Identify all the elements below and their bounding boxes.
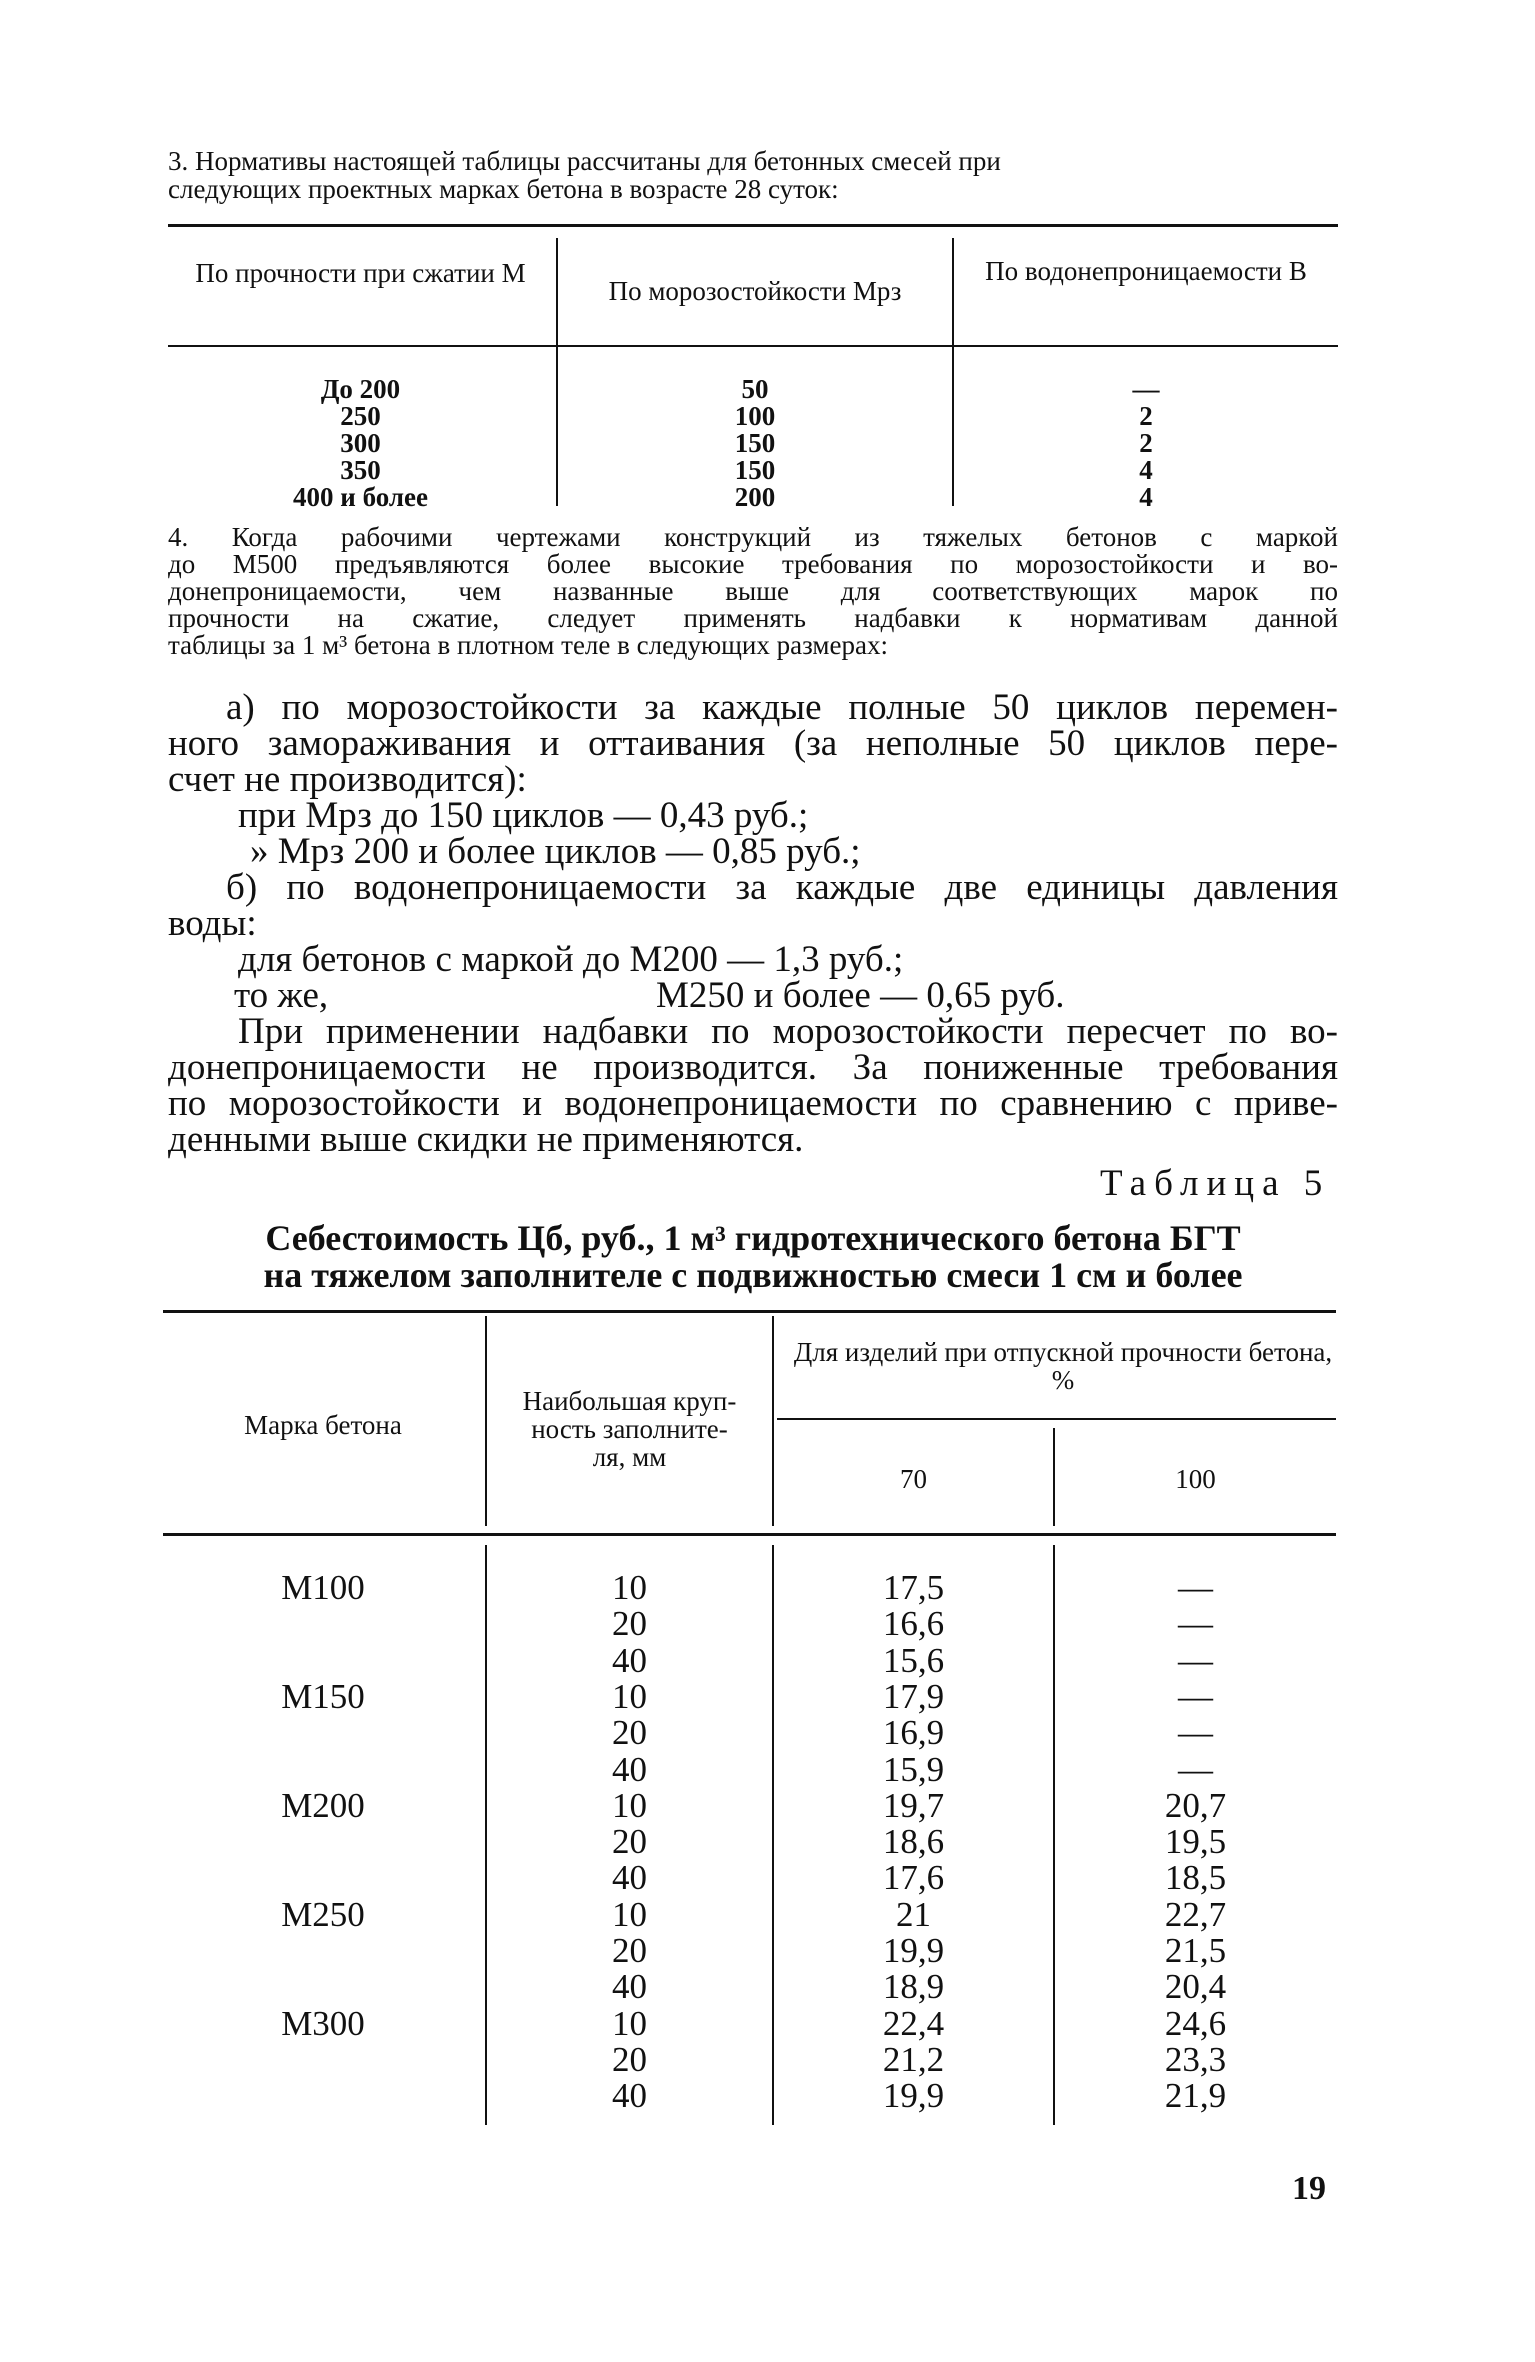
body-p-line3: по морозостойкости и водонепроницаемости по сравнению с приве- [168, 1083, 1338, 1124]
header-frost: По морозостойкости Мрз [608, 276, 902, 306]
table5-vline-2-head [772, 1316, 774, 1526]
aggregate-cell: 20 [612, 2039, 647, 2079]
aggregate-cell: 40 [612, 1749, 647, 1789]
grade-cell: М300 [281, 2003, 365, 2043]
aggregate-cell: 20 [612, 1822, 647, 1862]
cost100-cell: 22,7 [1164, 1894, 1227, 1934]
table-rule-header [168, 345, 1338, 347]
table5-label: Таблица 5 [1100, 1163, 1331, 1204]
strength-cell: 300 [340, 428, 381, 458]
aggregate-cell: 40 [612, 1967, 647, 2007]
grade-cell: М200 [281, 1785, 365, 1825]
cost100-cell: 21,5 [1164, 1931, 1227, 1970]
note3-line2: следующих проектных марках бетона в возрасте 28 суток: [168, 174, 839, 204]
cost100-cell: — [1178, 1568, 1213, 1607]
cost100-cell: 23,3 [1164, 2039, 1227, 2079]
header-water: По водонепроницаемости В [985, 256, 1307, 286]
cost70-cell: 17,6 [882, 1858, 945, 1898]
header-grade: Марка бетона [244, 1410, 402, 1440]
body-a-item1: при Мрз до 150 циклов — 0,43 руб.; [238, 795, 809, 836]
table5-title-line2: на тяжелом заполнителе с подвижностью смеси 1 см и более [263, 1255, 1243, 1295]
body-p-last: денными выше скидки не применяются. [168, 1119, 804, 1160]
column-water [954, 376, 1338, 511]
body-b-line2: воды: [168, 903, 257, 944]
header-strength-group: Для изделий при отпускной прочности бетона, % [793, 1337, 1333, 1395]
cost70-cell: 15,9 [882, 1749, 945, 1789]
cost70-cell: 16,9 [882, 1713, 945, 1753]
cost100-cell: 24,6 [1164, 2003, 1227, 2043]
body-b-line1: б) по водонепроницаемости за каждые две единицы давления [226, 867, 1338, 908]
frost-cell: 100 [734, 401, 776, 431]
aggregate-cell: 40 [612, 1640, 647, 1680]
cost100-cell: 20,7 [1164, 1785, 1227, 1825]
strength-cell: 250 [340, 401, 381, 431]
aggregate-cell: 20 [612, 1713, 647, 1753]
header-strength: По прочности при сжатии М [195, 258, 526, 288]
cost100-cell: — [1178, 1713, 1213, 1753]
grade-cell: М100 [281, 1568, 365, 1607]
cost70-cell: 19,9 [882, 2076, 945, 2116]
body-b-item2-left: то же, [234, 975, 329, 1016]
water-cell: 2 [1139, 401, 1153, 431]
cost100-cell: 21,9 [1164, 2076, 1227, 2116]
aggregate-cell: 10 [612, 1894, 647, 1934]
frost-cell: 50 [741, 374, 769, 404]
cost70-cell: 15,6 [882, 1640, 945, 1680]
strength-cell: До 200 [320, 374, 401, 404]
aggregate-cell: 10 [612, 1568, 647, 1607]
note4-line: 4. Когда рабочими чертежами конструкций из тяжелых бетонов с маркой [168, 522, 1338, 552]
page-number: 19 [1292, 2170, 1326, 2207]
grade-cell: М150 [281, 1676, 365, 1716]
cost70-cell: 18,9 [882, 1967, 945, 2007]
table5-title-line1: Себестоимость Цб, руб., 1 м³ гидротехнического бетона БГТ [265, 1218, 1241, 1258]
aggregate-cell: 10 [612, 1676, 647, 1716]
body-a-item2: » Мрз 200 и более циклов — 0,85 руб.; [250, 831, 861, 872]
column-frost [558, 376, 952, 511]
header-aggregate: Наибольшая круп- ность заполните- ля, мм [522, 1386, 737, 1472]
note4-line: донепроницаемости, чем названные выше для соответствующих марок по [168, 576, 1338, 606]
cost70-cell: 16,6 [882, 1604, 945, 1644]
cost70-cell: 18,6 [882, 1822, 945, 1862]
cost100-cell: 18,5 [1164, 1858, 1227, 1898]
table-rule-top [168, 224, 1338, 227]
cost100-cell: — [1178, 1676, 1213, 1716]
cost100-cell: 20,4 [1164, 1967, 1227, 2007]
strength-cell: 350 [340, 455, 381, 485]
cost70-cell: 21,2 [882, 2039, 945, 2079]
table5-rule-header [163, 1533, 1336, 1536]
aggregate-cell: 20 [612, 1931, 647, 1970]
cost70-cell: 22,4 [882, 2003, 945, 2043]
note4-line: таблицы за 1 м³ бетона в плотном теле в следующих размерах: [168, 630, 888, 660]
grade-cell: М250 [281, 1894, 365, 1934]
table5-rule-top [163, 1310, 1336, 1313]
cost70-cell: 19,9 [882, 1931, 945, 1970]
cost100-cell: — [1178, 1749, 1213, 1789]
body-a-line1: а) по морозостойкости за каждые полные 50 циклов перемен- [226, 687, 1338, 728]
note4-paragraph [168, 524, 1338, 659]
water-cell: 4 [1139, 482, 1153, 512]
cost100-cell: — [1178, 1604, 1213, 1644]
cost100-cell: — [1178, 1640, 1213, 1680]
water-cell: 4 [1139, 455, 1153, 485]
water-cell: — [1132, 374, 1160, 404]
frost-cell: 150 [734, 455, 776, 485]
cost70-cell: 17,9 [882, 1676, 945, 1716]
note3-line1: 3. Нормативы настоящей таблицы рассчитаны для бетонных смесей при [168, 146, 1001, 176]
frost-cell: 200 [734, 482, 776, 512]
aggregate-cell: 40 [612, 2076, 647, 2116]
cost100-cell: 19,5 [1164, 1822, 1227, 1862]
header-70: 70 [900, 1464, 927, 1494]
body-a-line3: счет не производится): [168, 759, 527, 800]
body-p-line2: донепроницаемости не производится. За пониженные требования [168, 1047, 1338, 1088]
body-b-item1: для бетонов с маркой до М200 — 1,3 руб.; [238, 939, 904, 980]
body-a-line2: ного замораживания и оттаивания (за неполные 50 циклов пере- [168, 723, 1338, 764]
note4-line: прочности на сжатие, следует применять надбавки к нормативам данной [168, 603, 1338, 633]
cost70-cell: 19,7 [882, 1785, 945, 1825]
strength-cell: 400 и более [293, 482, 428, 512]
frost-cell: 150 [734, 428, 776, 458]
body-b-item2-right: М250 и более — 0,65 руб. [656, 975, 1065, 1016]
column-strength [168, 376, 553, 511]
cost70-cell: 17,5 [882, 1568, 945, 1607]
aggregate-cell: 40 [612, 1858, 647, 1898]
note4-line: до М500 предъявляются более высокие требования по морозостойкости и во- [168, 549, 1338, 579]
aggregate-cell: 10 [612, 1785, 647, 1825]
aggregate-cell: 20 [612, 1604, 647, 1644]
water-cell: 2 [1139, 428, 1153, 458]
table5-rule-subheader [777, 1418, 1336, 1420]
body-p-line1: При применении надбавки по морозостойкости пересчет по во- [238, 1011, 1338, 1052]
cost70-cell: 21 [896, 1894, 931, 1934]
aggregate-cell: 10 [612, 2003, 647, 2043]
header-100: 100 [1175, 1464, 1216, 1494]
